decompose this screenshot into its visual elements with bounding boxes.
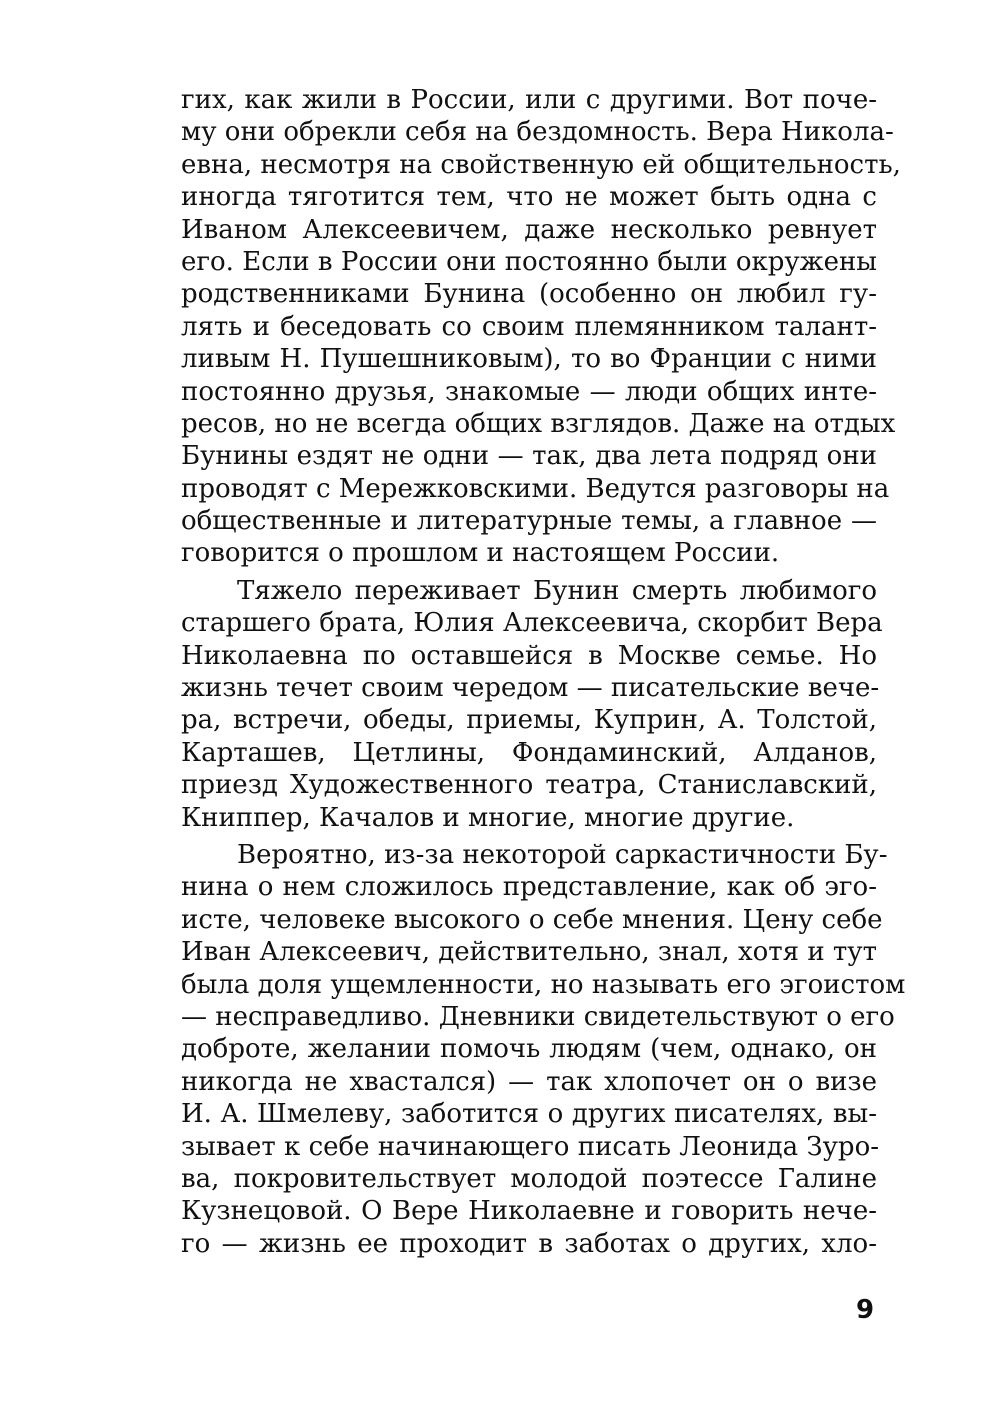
text-line: доброте, желании помочь людям (чем, однако, он — [181, 1034, 877, 1065]
page-text — [181, 84, 906, 1260]
text-line: евна, несмотря на свойственную ей общительность, — [181, 149, 901, 180]
text-line: жизнь течет своим чередом — писательские вече- — [181, 673, 880, 704]
text-line: ресов, но не всегда общих взглядов. Даже на отдых — [181, 408, 896, 439]
paragraph-1 — [181, 84, 901, 570]
page-number: 9 — [856, 1295, 875, 1325]
text-line: ра, встречи, обеды, приемы, Куприн, А. Толстой, — [181, 705, 877, 736]
text-line: Иван Алексеевич, действительно, знал, хотя и тут — [181, 937, 877, 968]
text-line: старшего брата, Юлия Алексеевича, скорбит Вера — [181, 608, 883, 639]
text-line: иногда тяготится тем, что не может быть одна с — [181, 182, 877, 213]
text-line: И. А. Шмелеву, заботится о других писателях, вы- — [181, 1099, 877, 1130]
text-line: нина о нем сложилось представление, как об эго- — [181, 872, 877, 903]
text-line: была доля ущемленности, но называть его эгоистом — [181, 969, 906, 1000]
text-line: проводят с Мережковскими. Ведутся разговоры на — [181, 473, 890, 504]
paragraph-3 — [181, 839, 906, 1260]
text-line: Николаевна по оставшейся в Москве семье. Но — [181, 640, 877, 671]
text-line: зывает к себе начинающего писать Леонида Зуро- — [181, 1131, 880, 1162]
text-line: Тяжело переживает Бунин смерть любимого — [237, 575, 877, 606]
text-line: — несправедливо. Дневники свидетельствуют о его — [181, 1001, 895, 1032]
text-line: родственниками Бунина (особенно он любил гу- — [181, 279, 877, 310]
text-line: ливым Н. Пушешниковым), то во Франции с ними — [181, 344, 877, 375]
text-line: лять и беседовать со своим племянником талант- — [181, 311, 877, 342]
text-line: ва, покровительствует молодой поэтессе Галине — [181, 1163, 877, 1194]
text-line: Вероятно, из-за некоторой саркастичности Бу- — [237, 839, 888, 870]
text-line: общественные и литературные темы, а главное — — [181, 506, 877, 537]
text-line: Кузнецовой. О Вере Николаевне и говорить нече- — [181, 1196, 877, 1227]
text-line: постоянно друзья, знакомые — люди общих инте- — [181, 376, 877, 407]
text-line: Иваном Алексеевичем, даже несколько ревнует — [181, 214, 877, 245]
text-line: гих, как жили в России, или с другими. Вот поче- — [181, 85, 877, 115]
text-line: никогда не хвастался) — так хлопочет он о визе — [181, 1066, 877, 1097]
text-line: говорится о прошлом и настоящем России. — [181, 538, 780, 569]
text-line: исте, человеке высокого о себе мнения. Цену себе — [181, 904, 883, 935]
text-line: му они обрекли себя на бездомность. Вера Никола- — [181, 117, 894, 148]
text-line: Бунины ездят не одни — так, два лета подряд они — [181, 441, 877, 472]
text-line: приезд Художественного театра, Станиславский, — [181, 770, 877, 801]
text-line: го — жизнь ее проходит в заботах о других, хло- — [181, 1228, 877, 1259]
text-line: Карташев, Цетлины, Фондаминский, Алданов, — [181, 737, 877, 768]
paragraph-2 — [181, 575, 883, 834]
text-line: его. Если в России они постоянно были окружены — [181, 246, 877, 277]
text-line: Книппер, Качалов и многие, многие другие. — [181, 802, 795, 833]
